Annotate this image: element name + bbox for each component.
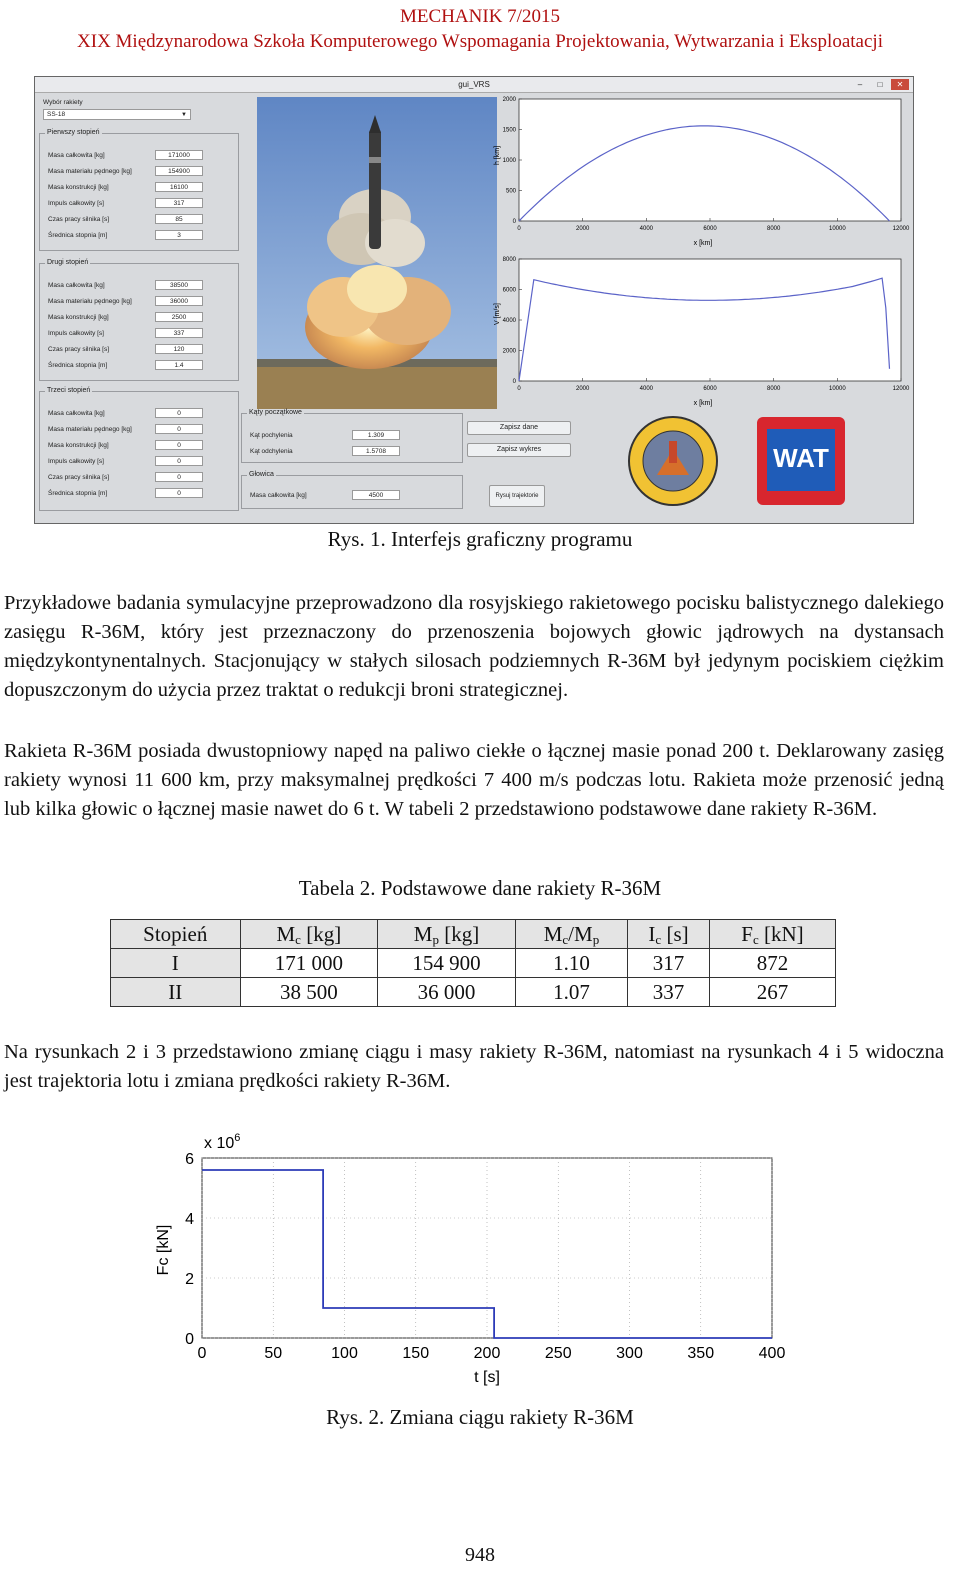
stage1-input-4[interactable]: 85 — [155, 214, 203, 224]
stage2-label-4: Czas pracy silnika [s] — [48, 346, 110, 353]
stage3-input-0[interactable]: 0 — [155, 408, 203, 418]
table-cell: 36 000 — [378, 978, 516, 1007]
y-tick-label: 2000 — [502, 97, 516, 103]
stage1-label-5: Średnica stopnia [m] — [48, 232, 108, 239]
header-mc-mp: $M_c/M_p$ — [515, 920, 627, 949]
stage3-title: Trzeci stopień — [47, 387, 91, 394]
angles-title: Kąty początkowe — [249, 409, 302, 416]
y-tick-label: 0 — [512, 379, 516, 385]
maximize-icon[interactable]: □ — [877, 80, 883, 89]
chevron-down-icon: ▼ — [181, 112, 187, 118]
x-tick-label: 8000 — [766, 226, 781, 232]
table-row — [111, 949, 836, 978]
warhead-mass-input[interactable]: 4500 — [352, 490, 400, 500]
stage2-input-3[interactable]: 337 — [155, 328, 203, 338]
y-tick-label: 500 — [505, 188, 516, 195]
x-tick-label: 150 — [402, 1345, 430, 1362]
x-tick-label: 2000 — [575, 386, 590, 392]
warhead-label: Masa całkowita [kg] — [250, 492, 307, 499]
x-tick-label: 12000 — [892, 226, 910, 232]
stage2-panel — [39, 259, 239, 381]
department-logo — [627, 415, 719, 507]
x-tick-label: 300 — [616, 1345, 643, 1362]
wat-logo-text: WAT — [773, 443, 829, 473]
thrust-ylabel: Fc [kN] — [155, 1224, 172, 1276]
x-tick-label: 250 — [544, 1345, 572, 1362]
x-tick-label: 200 — [473, 1345, 501, 1362]
gui-screenshot — [34, 76, 914, 524]
page-header — [0, 4, 960, 54]
stage3-input-3[interactable]: 0 — [155, 456, 203, 466]
velocity-plot — [493, 253, 911, 409]
y-tick-label: 1500 — [502, 127, 516, 134]
x-tick-label: 10000 — [828, 386, 846, 392]
stage3-label-4: Czas pracy silnika [s] — [48, 474, 110, 481]
header-mp: $M_p$ [kg] — [378, 920, 516, 949]
stage3-label-2: Masa konstrukcji [kg] — [48, 442, 109, 449]
save-plot-button[interactable]: Zapisz wykres — [467, 443, 571, 457]
x-tick-label: 400 — [758, 1345, 786, 1362]
wat-logo — [755, 415, 847, 507]
rocket-data-table — [110, 919, 836, 1007]
y-tick-label: 2000 — [502, 348, 516, 355]
y-tick-label: 4 — [185, 1211, 194, 1228]
stage3-input-4[interactable]: 0 — [155, 472, 203, 482]
stage2-label-0: Masa całkowita [kg] — [48, 282, 105, 289]
x-tick-label: 0 — [517, 386, 521, 392]
draw-trajectory-button[interactable]: Rysuj trajektorie — [489, 485, 545, 507]
x-tick-label: 12000 — [892, 386, 910, 392]
stage2-label-2: Masa konstrukcji [kg] — [48, 314, 109, 321]
header-ic: $I_c$ [s] — [628, 920, 710, 949]
stage1-input-5[interactable]: 3 — [155, 230, 203, 240]
window-titlebar — [35, 77, 913, 93]
warhead-panel — [241, 471, 463, 509]
stage3-input-1[interactable]: 0 — [155, 424, 203, 434]
stage1-panel — [39, 129, 239, 251]
stage1-input-2[interactable]: 16100 — [155, 182, 203, 192]
rocket-select-label: Wybór rakiety — [43, 99, 83, 106]
x-tick-label: 4000 — [639, 386, 654, 392]
velocity-xlabel: x [km] — [693, 400, 713, 407]
figure2-caption: Rys. 2. Zmiana ciągu rakiety R-36M — [326, 1405, 634, 1429]
stage3-label-3: Impuls całkowity [s] — [48, 458, 104, 465]
minimize-icon[interactable]: – — [857, 80, 863, 89]
conference-name: XIX Międzynarodowa Szkoła Komputerowego Wspomagania Projektowania, Wytwarzania i Eksploatacji — [77, 31, 883, 52]
x-tick-label: 350 — [687, 1345, 715, 1362]
x-tick-label: 4000 — [639, 226, 654, 232]
page-number: 948 — [465, 1544, 495, 1566]
y-tick-label: 8000 — [502, 257, 516, 263]
velocity-plot-area — [519, 259, 901, 381]
header-mc: $M_c$ [kg] — [240, 920, 378, 949]
y-tick-label: 0 — [512, 219, 516, 225]
save-data-button[interactable]: Zapisz dane — [467, 421, 571, 435]
table-cell: 267 — [709, 978, 835, 1007]
y-tick-label: 1000 — [502, 158, 516, 164]
table-cell: 1.07 — [515, 978, 627, 1007]
x-tick-label: 2000 — [575, 226, 590, 232]
y-tick-label: 6 — [185, 1151, 194, 1168]
stage1-title: Pierwszy stopień — [47, 129, 100, 136]
stage1-label-0: Masa całkowita [kg] — [48, 152, 105, 159]
angle-label-1: Kąt odchylenia — [250, 448, 293, 455]
x-tick-label: 6000 — [703, 226, 717, 232]
altitude-ylabel: h [km] — [494, 145, 501, 165]
stage1-input-3[interactable]: 317 — [155, 198, 203, 208]
thrust-chart — [150, 1128, 800, 1400]
table-cell: 171 000 — [240, 949, 378, 978]
x-tick-label: 6000 — [703, 386, 717, 392]
y-tick-label: 2 — [185, 1271, 194, 1288]
y-tick-label: 4000 — [502, 318, 516, 324]
rocket-launch-illustration — [257, 97, 497, 409]
stage1-label-2: Masa konstrukcji [kg] — [48, 184, 109, 191]
stage1-label-4: Czas pracy silnika [s] — [48, 216, 110, 223]
rocket-select-value: SS-18 — [47, 111, 66, 118]
stage1-input-0[interactable]: 171000 — [155, 150, 203, 160]
table-cell: 38 500 — [240, 978, 378, 1007]
table-cell: I — [111, 949, 241, 978]
paragraph-3: Na rysunkach 2 i 3 przedstawiono zmianę ciągu i masy rakiety R-36M, natomiast na rysunkach 4 i 5 widoczna jest trajektoria lotu i zmiana prędkości rakiety R-36M. — [4, 1041, 944, 1092]
stage2-input-5[interactable]: 1.4 — [155, 360, 203, 370]
stage2-label-1: Masa materiału pędnego [kg] — [48, 298, 132, 305]
table-cell: 872 — [709, 949, 835, 978]
x-tick-label: 10000 — [828, 226, 846, 232]
stage3-input-2[interactable]: 0 — [155, 440, 203, 450]
close-icon[interactable]: ✕ — [891, 79, 909, 90]
yaw-angle-input[interactable]: 1.5708 — [352, 446, 400, 456]
thrust-xlabel: t [s] — [474, 1369, 500, 1386]
stage1-input-1[interactable]: 154900 — [155, 166, 203, 176]
altitude-plot — [493, 93, 911, 249]
table-cell: II — [111, 978, 241, 1007]
x-tick-label: 0 — [197, 1345, 207, 1362]
warhead-title: Głowica — [249, 471, 274, 478]
y-tick-label: 6000 — [502, 287, 516, 294]
stage2-input-2[interactable]: 2500 — [155, 312, 203, 322]
stage3-panel — [39, 387, 239, 511]
journal-issue: MECHANIK 7/2015 — [400, 6, 560, 27]
x-tick-label: 0 — [517, 226, 521, 232]
y-tick-label: 0 — [185, 1331, 194, 1348]
window-title: gui_VRS — [458, 80, 490, 89]
x-tick-label: 8000 — [766, 386, 781, 392]
altitude-plot-area — [519, 99, 901, 221]
pitch-angle-input[interactable]: 1.309 — [352, 430, 400, 440]
table-row — [111, 978, 836, 1007]
stage3-label-1: Masa materiału pędnego [kg] — [48, 426, 132, 433]
stage1-label-1: Masa materiału pędnego [kg] — [48, 168, 132, 175]
velocity-ylabel: V [m/s] — [494, 303, 501, 325]
table-header-row — [111, 920, 836, 949]
stage2-label-5: Średnica stopnia [m] — [48, 362, 108, 369]
angles-panel — [241, 409, 463, 463]
stage2-input-4[interactable]: 120 — [155, 344, 203, 354]
figure1-caption: Rys. 1. Interfejs graficzny programu — [327, 527, 633, 551]
table-cell: 1.10 — [515, 949, 627, 978]
rocket-launch-photo — [257, 97, 497, 409]
stage3-input-5[interactable]: 0 — [155, 488, 203, 498]
stage2-input-1[interactable]: 36000 — [155, 296, 203, 306]
stage2-title: Drugi stopień — [47, 259, 89, 266]
stage1-label-3: Impuls całkowity [s] — [48, 200, 104, 207]
x-tick-label: 50 — [264, 1345, 283, 1362]
table-cell: 317 — [628, 949, 710, 978]
stage3-label-5: Średnica stopnia [m] — [48, 490, 108, 497]
stage3-label-0: Masa całkowita [kg] — [48, 410, 105, 417]
paragraph-1: Przykładowe badania symulacyjne przeprowadzono dla rosyjskiego rakietowego pocisku balistycznego dalekiego zasięgu R-36M, który jest przeznaczony do przenoszenia bojowych głowic jądrowych na dystansach międzykontynentalnych. Stacjonujący w stałych silosach podziemnych R-36M był jedynym pociskiem ciężkim dopuszczonym do użycia przez traktat o redukcji broni strategicznej. — [4, 592, 944, 701]
table-cell: 154 900 — [378, 949, 516, 978]
department-logo-icon — [627, 415, 719, 507]
table-cell: 337 — [628, 978, 710, 1007]
paragraph-2: Rakieta R-36M posiada dwustopniowy napęd na paliwo ciekłe o łącznej masie ponad 200 t. Deklarowany zasięg rakiety wynosi 11 600 km, przy maksymalnej prędkości 7 400 m/s podczas lotu. Rakieta może przenosić jedną lub kilka głowic o łącznej masie nawet do 6 t. W tabeli 2 przedstawiono podstawowe dane rakiety R-36M. — [4, 740, 944, 820]
y-scale-factor: x $10^6$ — [204, 1132, 241, 1152]
header-fc: $F_c$ [kN] — [709, 920, 835, 949]
table-caption: Tabela 2. Podstawowe dane rakiety R-36M — [298, 876, 662, 900]
x-tick-label: 100 — [331, 1345, 358, 1362]
altitude-xlabel: x [km] — [693, 240, 713, 247]
angle-label-0: Kąt pochylenia — [250, 432, 293, 439]
rocket-select[interactable] — [43, 109, 191, 120]
header-stage: Stopień — [111, 920, 241, 949]
stage2-label-3: Impuls całkowity [s] — [48, 330, 104, 337]
stage2-input-0[interactable]: 38500 — [155, 280, 203, 290]
